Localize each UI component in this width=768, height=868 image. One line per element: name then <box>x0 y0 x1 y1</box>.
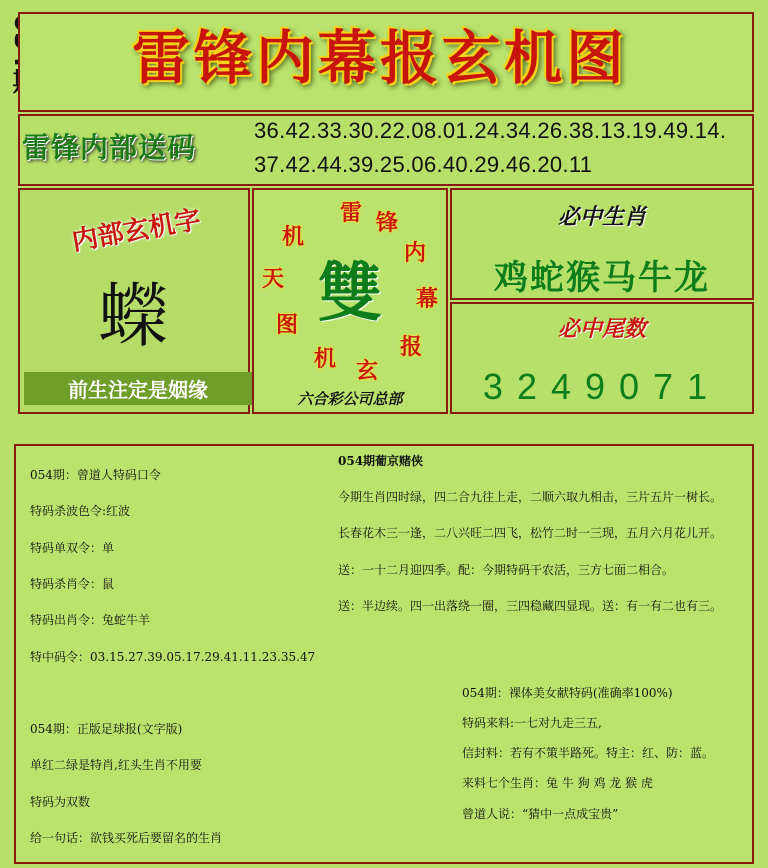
ring-char: 雷 <box>340 200 363 226</box>
beauty-line: 曾道人说：“猜中一点成宝贵” <box>462 807 619 821</box>
mystery-banner: 内部玄机字 <box>69 204 204 258</box>
ring-char: 报 <box>400 334 423 360</box>
tail-digits: 3249071 <box>482 366 722 407</box>
center-character: 雙 <box>318 256 382 331</box>
beauty-line: 信封料：若有不策半路死。特主：红、防：蓝。 <box>462 746 715 760</box>
ring-char: 内 <box>404 240 427 266</box>
right-col-line: 今期生肖四时绿，四二合九往上走，二顺六取九相击，三片五片一树长。 <box>338 490 723 504</box>
right-col-line: 送：一十二月迎四季。配：今期特码干农活，三方七面二相合。 <box>338 563 675 577</box>
codes-label: 雷锋内部送码 <box>22 131 197 164</box>
mystery-character: 蠑 <box>98 275 168 357</box>
beauty-line: 054期：裸体美女献特码(准确率100%) <box>462 686 673 700</box>
zodiac-animals: 鸡蛇猴马牛龙 <box>494 258 710 298</box>
left-col-line: 特中码令：03.15.27.39.05.17.29.41.11.23.35.47 <box>30 650 316 664</box>
left-col-line: 特码杀肖令：鼠 <box>30 577 115 591</box>
left-col-line: 特码杀波色令:红波 <box>30 504 131 518</box>
right-col-line: 长春花木三一逢，二八兴旺二四飞，松竹二时一三现，五月六月花儿开。 <box>338 526 723 540</box>
tail-heading: 必中尾数 <box>557 316 646 342</box>
right-col-line: 送：半边续。四一出落绕一圈，三四稳藏四显现。送：有一有二也有三。 <box>338 599 723 613</box>
right-col-title: 054期葡京赌侠 <box>338 454 424 468</box>
zodiac-heading: 必中生肖 <box>557 204 646 230</box>
codes-line-2: 37.42.44.39.25.06.40.29.46.20.11 <box>254 152 593 177</box>
football-line: 特码为双数 <box>30 795 91 809</box>
beauty-line: 来料七个生肖：兔 牛 狗 鸡 龙 猴 虎 <box>462 776 653 790</box>
football-line: 单红二绿是特肖,红头生肖不用要 <box>30 758 202 772</box>
mystery-phrase: 前生注定是姻缘 <box>24 372 252 405</box>
left-col-line: 054期：曾道人特码口令 <box>30 468 161 482</box>
ring-char: 图 <box>276 312 299 338</box>
ring-char: 玄 <box>356 358 379 384</box>
codes-line-1: 36.42.33.30.22.08.01.24.34.26.38.13.19.49.14. <box>254 118 727 143</box>
ring-char: 天 <box>262 266 285 292</box>
football-line: 给一句话：欲钱买死后要留名的生肖 <box>30 831 223 845</box>
ring-char: 机 <box>282 224 305 250</box>
ring-char: 机 <box>314 346 337 372</box>
center-footer: 六合彩公司总部 <box>297 390 403 408</box>
left-col-line: 特码出肖令：兔蛇牛羊 <box>30 613 151 627</box>
left-col-line: 特码单双令：单 <box>30 541 115 555</box>
ring-char: 锋 <box>376 210 399 236</box>
football-line: 054期：正版足球报(文字版) <box>30 722 183 736</box>
page-title: 雷锋内幕报玄机图 <box>131 24 628 92</box>
beauty-line: 特码来料:一七对九走三五, <box>462 716 602 730</box>
ring-char: 幕 <box>416 286 439 312</box>
